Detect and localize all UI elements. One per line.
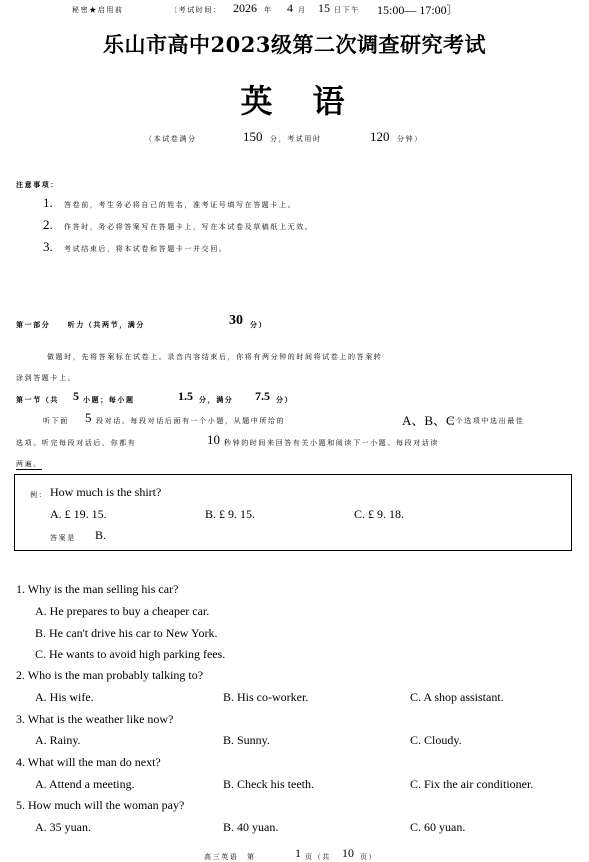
question-option: A. His wife. bbox=[35, 690, 94, 704]
exam-month-suffix: 月 bbox=[298, 6, 307, 14]
score-info-p1: （本试卷满分 bbox=[145, 135, 197, 143]
question-option: C. Cloudy. bbox=[410, 733, 462, 747]
exam-time-prefix: 〔考试时间： bbox=[170, 6, 222, 14]
exam-title: 乐山市高中2023级第二次调查研究考试 bbox=[103, 32, 486, 57]
question-option: A. Attend a meeting. bbox=[35, 777, 135, 791]
section1-title-c: 分，满分 bbox=[199, 395, 234, 404]
exam-year-suffix: 年 bbox=[264, 6, 273, 14]
part1-title: 第一部分 听力（共两节，满分 bbox=[16, 320, 145, 329]
full-score: 150 bbox=[243, 129, 263, 144]
subject-title: 英 语 bbox=[240, 82, 349, 120]
note-text: 答卷前，考生务必将自己的姓名，准考证号填写在答题卡上。 bbox=[64, 201, 297, 209]
example-option-b: B. £ 9. 15. bbox=[205, 507, 256, 521]
instr2-seconds: 10 bbox=[207, 432, 220, 447]
instr-text-b: 段对话。每段对话后面有一个小题，从题中所给的 bbox=[96, 417, 286, 425]
question-option: B. He can't drive his car to New York. bbox=[35, 626, 218, 640]
question-option: B. Check his teeth. bbox=[223, 777, 314, 791]
question-stem: 4. What will the man do next? bbox=[16, 755, 161, 769]
exam-month: 4 bbox=[287, 1, 293, 15]
instr2-text-b: 秒钟的时间来回答有关小题和阅读下一小题。每段对话读 bbox=[224, 439, 439, 447]
example-box bbox=[14, 474, 572, 551]
question-option: A. Rainy. bbox=[35, 733, 81, 747]
part1-title-end: 分） bbox=[250, 320, 268, 329]
question-option: C. He wants to avoid high parking fees. bbox=[35, 647, 226, 661]
section1-title-d: 分） bbox=[276, 395, 294, 404]
score-info-p3: 分钟） bbox=[397, 135, 423, 143]
exam-day-suffix: 日下午 bbox=[334, 6, 360, 14]
question-option: B. His co-worker. bbox=[223, 690, 309, 704]
instr3-text: 两遍。 bbox=[16, 460, 42, 468]
instr-abc: A、B、C bbox=[402, 413, 455, 428]
footer-text-c: 页） bbox=[360, 853, 378, 861]
example-label: 例： bbox=[30, 491, 48, 499]
question-option: B. Sunny. bbox=[223, 733, 270, 747]
footer-text-b: 页（共 bbox=[305, 853, 331, 861]
question-option: A. 35 yuan. bbox=[35, 820, 91, 834]
example-question: How much is the shirt? bbox=[50, 485, 162, 499]
exam-day: 15 bbox=[318, 1, 330, 15]
instr-count: 5 bbox=[85, 410, 92, 425]
question-option: B. 40 yuan. bbox=[223, 820, 279, 834]
instr2-text-a: 选项。听完每段对话后，你都有 bbox=[16, 439, 137, 447]
instr-text-c: 三个选项中选出最佳 bbox=[447, 417, 525, 425]
section1-title-b: 小题；每小题 bbox=[83, 395, 135, 404]
footer-text-a: 高三英语 第 bbox=[204, 853, 256, 861]
note-number: 3. bbox=[43, 239, 53, 254]
section1-total: 7.5 bbox=[255, 389, 270, 403]
instr-text-a: 听下面 bbox=[43, 417, 69, 425]
note-number: 2. bbox=[43, 217, 53, 232]
section1-count: 5 bbox=[73, 389, 79, 403]
note-text: 考试结束后，将本试卷和答题卡一并交回。 bbox=[64, 245, 228, 253]
example-option-c: C. £ 9. 18. bbox=[354, 507, 405, 521]
example-option-a: A. £ 19. 15. bbox=[50, 507, 107, 521]
note-text: 作答时，务必将答案写在答题卡上，写在本试卷及草稿纸上无效。 bbox=[64, 223, 314, 231]
exam-year: 2026 bbox=[233, 1, 257, 15]
minutes: 120 bbox=[370, 129, 390, 144]
note-number: 1. bbox=[43, 195, 53, 210]
part1-score: 30 bbox=[229, 313, 243, 328]
question-option: C. 60 yuan. bbox=[410, 820, 466, 834]
question-stem: 2. Who is the man probably talking to? bbox=[16, 668, 204, 682]
question-option: C. A shop assistant. bbox=[410, 690, 504, 704]
section1-points: 1.5 bbox=[178, 389, 193, 403]
question-stem: 3. What is the weather like now? bbox=[16, 712, 174, 726]
notes-heading: 注意事项： bbox=[16, 180, 59, 189]
score-info-p2: 分，考试用时 bbox=[270, 135, 322, 143]
section1-title: 第一节（共 bbox=[16, 395, 59, 404]
question-option: A. He prepares to buy a cheaper car. bbox=[35, 604, 210, 618]
footer-page: 1 bbox=[295, 846, 301, 860]
part1-intro-line1: 做题时，先将答案标在试卷上。录音内容结束后，你将有两分钟的时间将试卷上的答案转 bbox=[47, 353, 383, 361]
question-option: C. Fix the air conditioner. bbox=[410, 777, 534, 791]
question-stem: 5. How much will the woman pay? bbox=[16, 798, 185, 812]
footer-total: 10 bbox=[342, 846, 354, 860]
example-answer-label: 答案是 bbox=[50, 534, 76, 542]
question-stem: 1. Why is the man selling his car? bbox=[16, 582, 179, 596]
exam-time-range: 15:00— 17:00〕 bbox=[377, 3, 459, 17]
example-answer: B. bbox=[95, 528, 107, 542]
part1-intro-line2: 涂到答题卡上。 bbox=[16, 374, 77, 382]
secret-label: 秘密★启用前 bbox=[72, 6, 124, 14]
